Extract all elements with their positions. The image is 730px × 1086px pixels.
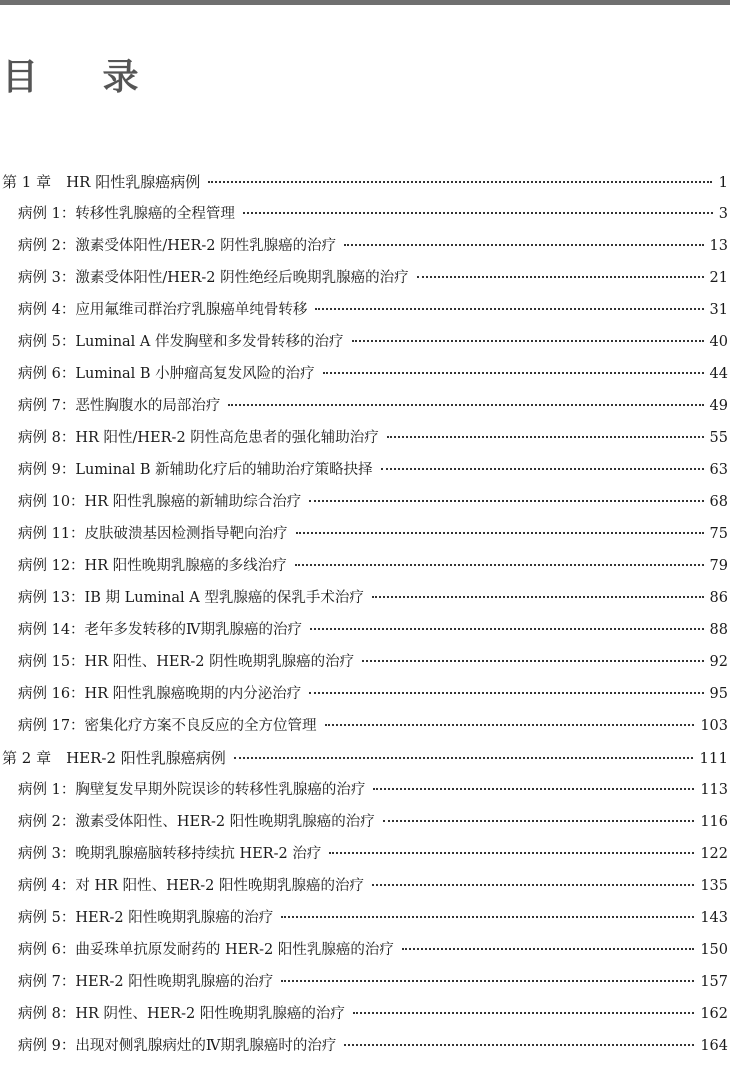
toc-entry-label: 病例 12：HR 阳性晚期乳腺癌的多线治疗: [18, 558, 287, 574]
toc-leader-dots: [310, 628, 704, 630]
toc-leader-dots: [344, 1044, 694, 1046]
toc-page-number: 79: [709, 558, 728, 574]
toc-case-entry[interactable]: [0, 422, 730, 454]
toc-entry-label: 病例 9：Luminal B 新辅助化疗后的辅助治疗策略抉择: [18, 462, 373, 478]
toc-page-number: 88: [709, 622, 728, 638]
toc-case-entry[interactable]: [0, 198, 730, 230]
toc-entry-label: 病例 14：老年多发转移的Ⅳ期乳腺癌的治疗: [18, 622, 303, 638]
toc-page-number: 13: [709, 238, 728, 254]
toc-page-number: 122: [700, 846, 728, 862]
toc-leader-dots: [315, 308, 703, 310]
toc-case-entry[interactable]: [0, 998, 730, 1030]
toc-leader-dots: [353, 1012, 694, 1014]
toc-entry-label: 病例 2：激素受体阳性/HER-2 阴性乳腺癌的治疗: [18, 238, 337, 254]
toc-leader-dots: [373, 788, 694, 790]
toc-page-number: 1: [718, 173, 728, 191]
toc-case-entry[interactable]: [0, 518, 730, 550]
toc-leader-dots: [323, 372, 704, 374]
toc-entry-label: 病例 1：胸壁复发早期外院误诊的转移性乳腺癌的治疗: [18, 782, 366, 798]
toc-case-entry[interactable]: [0, 550, 730, 582]
table-of-contents: [0, 166, 730, 1062]
toc-entry-label: 病例 3：激素受体阳性/HER-2 阴性绝经后晚期乳腺癌的治疗: [18, 270, 409, 286]
toc-entry-label: 病例 8：HR 阴性、HER-2 阳性晚期乳腺癌的治疗: [18, 1006, 345, 1022]
toc-page-number: 111: [699, 749, 728, 767]
toc-case-entry[interactable]: [0, 1030, 730, 1062]
toc-page-number: 49: [709, 398, 728, 414]
toc-page-number: 21: [709, 270, 728, 286]
toc-entry-label: 病例 2：激素受体阳性、HER-2 阳性晚期乳腺癌的治疗: [18, 814, 375, 830]
toc-entry-label: 病例 10：HR 阳性乳腺癌的新辅助综合治疗: [18, 494, 302, 510]
toc-case-entry[interactable]: [0, 902, 730, 934]
toc-page-number: 164: [700, 1038, 728, 1054]
toc-case-entry[interactable]: [0, 294, 730, 326]
toc-case-entry[interactable]: [0, 806, 730, 838]
toc-entry-label: 病例 11：皮肤破溃基因检测指导靶向治疗: [18, 526, 288, 542]
toc-entry-label: 病例 17：密集化疗方案不良反应的全方位管理: [18, 718, 317, 734]
toc-entry-label: 第 1 章 HR 阳性乳腺癌病例: [2, 173, 201, 191]
toc-entry-label: 病例 15：HR 阳性、HER-2 阴性晚期乳腺癌的治疗: [18, 654, 355, 670]
toc-leader-dots: [372, 884, 694, 886]
toc-leader-dots: [325, 724, 695, 726]
toc-page-number: 68: [709, 494, 728, 510]
toc-leader-dots: [329, 852, 694, 854]
toc-entry-label: 病例 3：晚期乳腺癌脑转移持续抗 HER-2 治疗: [18, 846, 322, 862]
toc-page-number: 55: [709, 430, 728, 446]
toc-page-number: 3: [718, 206, 728, 222]
toc-case-entry[interactable]: [0, 326, 730, 358]
toc-entry-label: 病例 9：出现对侧乳腺病灶的Ⅳ期乳腺癌时的治疗: [18, 1038, 337, 1054]
toc-page-number: 150: [700, 942, 728, 958]
toc-leader-dots: [362, 660, 703, 662]
toc-leader-dots: [309, 692, 703, 694]
toc-page-number: 44: [709, 366, 728, 382]
toc-page-number: 116: [700, 814, 728, 830]
toc-page-number: 63: [709, 462, 728, 478]
toc-case-entry[interactable]: [0, 870, 730, 902]
toc-page-number: 113: [700, 782, 728, 798]
toc-entry-label: 病例 1：转移性乳腺癌的全程管理: [18, 206, 235, 222]
toc-case-entry[interactable]: [0, 710, 730, 742]
toc-leader-dots: [243, 212, 713, 214]
toc-case-entry[interactable]: [0, 838, 730, 870]
toc-leader-dots: [372, 596, 704, 598]
toc-entry-label: 病例 5：Luminal A 伴发胸壁和多发骨转移的治疗: [18, 334, 344, 350]
toc-entry-label: 病例 4：对 HR 阳性、HER-2 阳性晚期乳腺癌的治疗: [18, 878, 364, 894]
toc-case-entry[interactable]: [0, 966, 730, 998]
toc-leader-dots: [281, 980, 694, 982]
toc-case-entry[interactable]: [0, 614, 730, 646]
page-title: 目 录: [2, 57, 165, 98]
toc-leader-dots: [281, 916, 694, 918]
toc-leader-dots: [387, 436, 704, 438]
toc-case-entry[interactable]: [0, 390, 730, 422]
toc-entry-label: 第 2 章 HER-2 阳性乳腺癌病例: [2, 749, 226, 767]
toc-leader-dots: [344, 244, 703, 246]
toc-chapter-entry[interactable]: [0, 742, 730, 774]
toc-entry-label: 病例 5：HER-2 阳性晚期乳腺癌的治疗: [18, 910, 274, 926]
toc-page-number: 31: [709, 302, 728, 318]
toc-leader-dots: [208, 181, 712, 183]
toc-entry-label: 病例 7：HER-2 阳性晚期乳腺癌的治疗: [18, 974, 274, 990]
toc-entry-label: 病例 6：Luminal B 小肿瘤高复发风险的治疗: [18, 366, 315, 382]
toc-page-number: 92: [709, 654, 728, 670]
toc-page-number: 75: [709, 526, 728, 542]
toc-case-entry[interactable]: [0, 646, 730, 678]
toc-entry-label: 病例 8：HR 阳性/HER-2 阴性高危患者的强化辅助治疗: [18, 430, 379, 446]
toc-case-entry[interactable]: [0, 454, 730, 486]
toc-leader-dots: [309, 500, 703, 502]
toc-entry-label: 病例 7：恶性胸腹水的局部治疗: [18, 398, 221, 414]
toc-page-number: 95: [709, 686, 728, 702]
toc-case-entry[interactable]: [0, 358, 730, 390]
toc-leader-dots: [228, 404, 703, 406]
toc-leader-dots: [234, 757, 694, 759]
toc-entry-label: 病例 6：曲妥珠单抗原发耐药的 HER-2 阳性乳腺癌的治疗: [18, 942, 394, 958]
toc-entry-label: 病例 16：HR 阳性乳腺癌晚期的内分泌治疗: [18, 686, 302, 702]
toc-chapter-entry[interactable]: [0, 166, 730, 198]
toc-page-number: 157: [700, 974, 728, 990]
toc-leader-dots: [352, 340, 704, 342]
toc-case-entry[interactable]: [0, 582, 730, 614]
toc-page-number: 162: [700, 1006, 728, 1022]
toc-case-entry[interactable]: [0, 934, 730, 966]
top-rule: [0, 0, 730, 5]
toc-case-entry[interactable]: [0, 262, 730, 294]
toc-page-number: 135: [700, 878, 728, 894]
toc-entry-label: 病例 13：IB 期 Luminal A 型乳腺癌的保乳手术治疗: [18, 590, 364, 606]
toc-leader-dots: [417, 276, 704, 278]
toc-leader-dots: [383, 820, 695, 822]
toc-case-entry[interactable]: [0, 774, 730, 806]
toc-leader-dots: [296, 532, 704, 534]
toc-entry-label: 病例 4：应用氟维司群治疗乳腺癌单纯骨转移: [18, 302, 308, 318]
toc-case-entry[interactable]: [0, 486, 730, 518]
toc-page-number: 103: [700, 718, 728, 734]
toc-page-number: 143: [700, 910, 728, 926]
toc-leader-dots: [295, 564, 704, 566]
toc-case-entry[interactable]: [0, 678, 730, 710]
toc-page-number: 86: [709, 590, 728, 606]
toc-leader-dots: [381, 468, 704, 470]
toc-case-entry[interactable]: [0, 230, 730, 262]
toc-page-number: 40: [709, 334, 728, 350]
toc-leader-dots: [402, 948, 694, 950]
